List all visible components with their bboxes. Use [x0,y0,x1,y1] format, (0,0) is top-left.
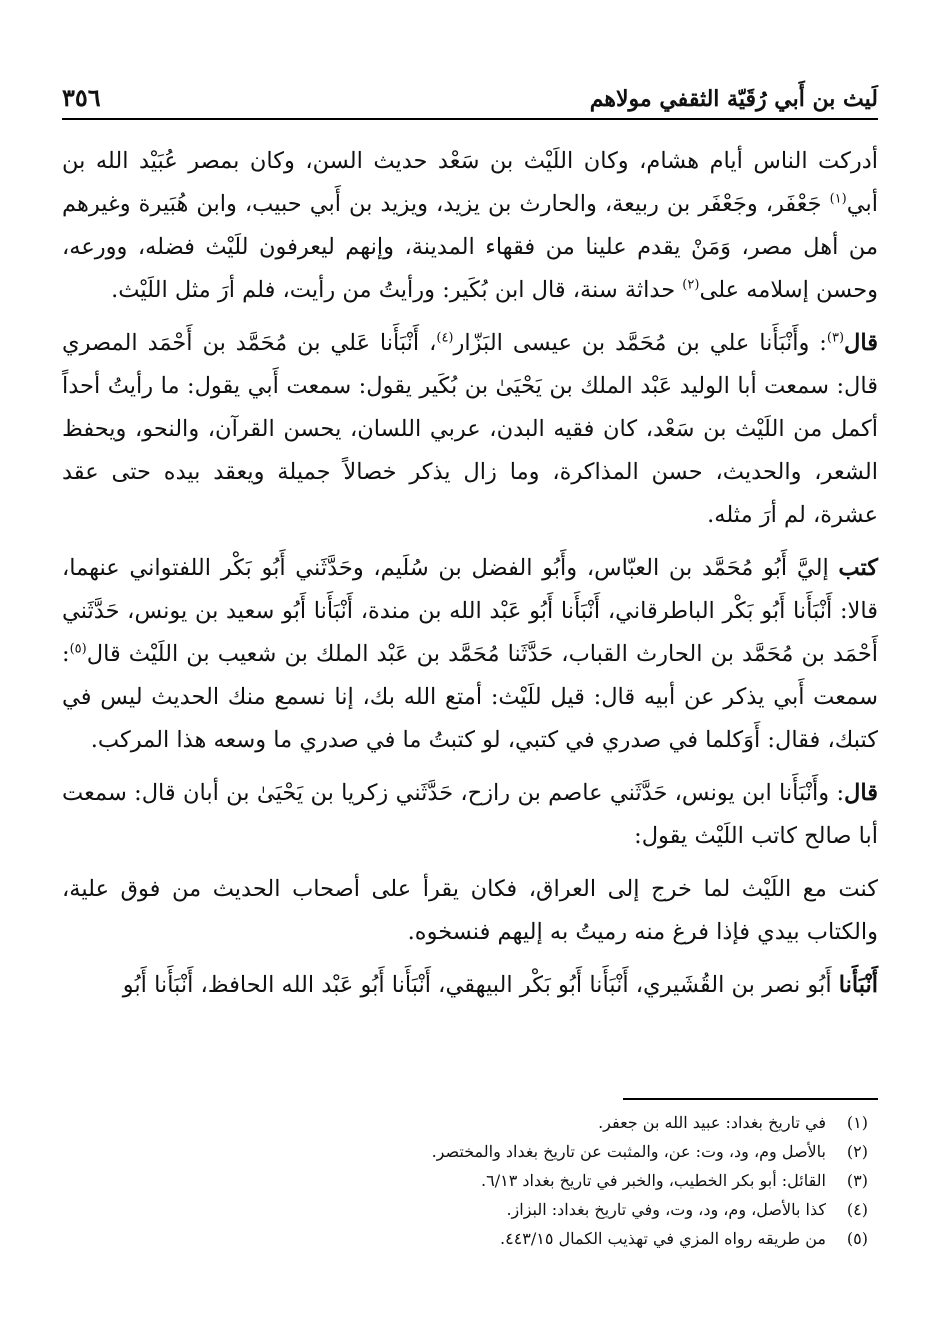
footnote-item [62,1108,868,1137]
paragraph-text: جَعْفَر، وجَعْفَر بن ربيعة، والحارث بن يزيد، ويزيد بن أَبي حبيب، وابن هُبَيرة وغيرهم من أهل مصر، وَمَنْ يقدم علينا من فقهاء المدينة، وإنهم ليعرفون للَيْث فضله، وورعه، وحسن إسلامه على [62,191,878,303]
footnote-ref: (٢) [682,277,700,293]
footnote-number: (٣) [846,1171,868,1190]
paragraph-5 [62,868,878,954]
footnote-text: القائل: أبو بكر الخطيب، والخبر في تاريخ بغداد ٦/١٣. [481,1171,826,1190]
footnote-ref: (٥) [69,641,87,657]
footnote-text: من طريقه رواه المزي في تهذيب الكمال ٤٤٣/١٥. [500,1229,826,1248]
footnote-number: (١) [846,1113,868,1132]
paragraph-text: أدركت الناس أيام هشام، وكان اللَيْث بن سَعْد حديث السن، وكان بمصر عُبَيْد الله بن أبي [62,148,878,217]
footnote-number: (٥) [846,1229,868,1248]
footnote-divider [623,1098,878,1100]
page-number: ٣٥٦ [62,83,101,112]
paragraph-text: كنت مع اللَيْث لما خرج إلى العراق، فكان يقرأ على أصحاب الحديث من فوق علية، والكتاب بيدي فإذا فرغ منه رميتُ به إليهم فنسخوه. [62,876,878,945]
footnote-ref: (٤) [436,330,454,346]
footnote-ref: (٣) [826,330,845,346]
main-text [62,140,878,1007]
footnote-number: (٢) [846,1142,868,1161]
paragraph-text: : سمعت أَبي يذكر عن أبيه قال: قيل للَيْث: أمتع الله بك، إنا نسمع منك الحديث ليس في كتبك، فقال: أَوَكلما في صدري في كتبي، لو كتبتُ ما في صدري ما وسعه هذا المركب. [62,641,878,753]
paragraph-lead-word: قال [844,780,878,806]
paragraph-lead-word: أَنْبَأَنا [838,972,878,998]
footnote-text: في تاريخ بغداد: عبيد الله بن جعفر. [598,1113,826,1132]
paragraph-text: ، أَنْبَأَنا عَلي بن مُحَمَّد بن أَحْمَد المصري قال: سمعت أبا الوليد عَبْد الملك بن يَحْيَىٰ بن بُكَير يقول: سمعت أَبي يقول: ما رأيتُ أحداً أكمل من اللَيْث بن سَعْد، كان فقيه البدن، عربي اللسان، يحسن القرآن، والنحو، ويحفظ الشعر، والحديث، حسن المذاكرة، وما زال يذكر خصالاً جميلة ويعقد بيده حتى عقد عشرة، لم أرَ مثله. [62,330,878,528]
footnote-ref: (١) [829,191,847,207]
footnote-text: بالأصل وم، ود، وت: عن، والمثبت عن تاريخ بغداد والمختصر. [431,1142,826,1161]
footnote-item [62,1224,868,1253]
paragraph-3 [62,547,878,762]
paragraph-lead-word: قال [844,330,878,356]
footnote-number: (٤) [846,1200,868,1219]
paragraph-4 [62,772,878,858]
paragraph-lead-word: كتب [838,555,878,581]
footnote-item [62,1137,868,1166]
paragraph-6 [62,964,878,1007]
paragraph-text: إليَّ أَبُو مُحَمَّد بن العبّاس، وأَبُو الفضل بن سُلَيم، وحَدَّثَني أَبُو بَكْر اللفتواني عنهما، قالا: أَنْبَأَنا أَبُو بَكْر الباطرقاني، أَنْبَأَنا أَبُو عَبْد الله بن مندة، أَنْبَأَنا أَبُو سعيد بن يونس، حَدَّثَني أَحْمَد بن مُحَمَّد بن الحارث القباب، حَدَّثَنا مُحَمَّد بن عَبْد الملك بن شعيب بن اللَيْث قال [62,555,878,667]
footnotes-list [62,1108,868,1253]
paragraph-text: : وأَنْبَأَنا علي بن مُحَمَّد بن عيسى البَزّار [453,330,827,356]
paragraph-text: : وأَنْبَأَنا ابن يونس، حَدَّثَني عاصم بن رازح، حَدَّثَني زكريا بن يَحْيَىٰ بن أبان قال: سمعت أبا صالح كاتب اللَيْث يقول: [62,780,878,849]
footnote-item [62,1195,868,1224]
page-header [62,70,878,120]
footnote-item [62,1166,868,1195]
running-title: لَيث بن أَبي رُقَيّة الثقفي مولاهم [589,86,878,112]
paragraph-text: أَبُو نصر بن القُشَيري، أَنْبَأَنا أَبُو بَكْر البيهقي، أَنْبَأَنا أَبُو عَبْد الله الحافظ، أَنْبَأَنا أَبُو [122,972,839,998]
paragraph-1 [62,140,878,312]
footnote-text: كذا بالأصل، وم، ود، وت، وفي تاريخ بغداد: البزاز. [506,1200,826,1219]
paragraph-2 [62,322,878,537]
paragraph-text: حداثة سنة، قال ابن بُكَير: ورأيتُ من رأيت، فلم أرَ مثل اللَيْث. [111,277,683,303]
